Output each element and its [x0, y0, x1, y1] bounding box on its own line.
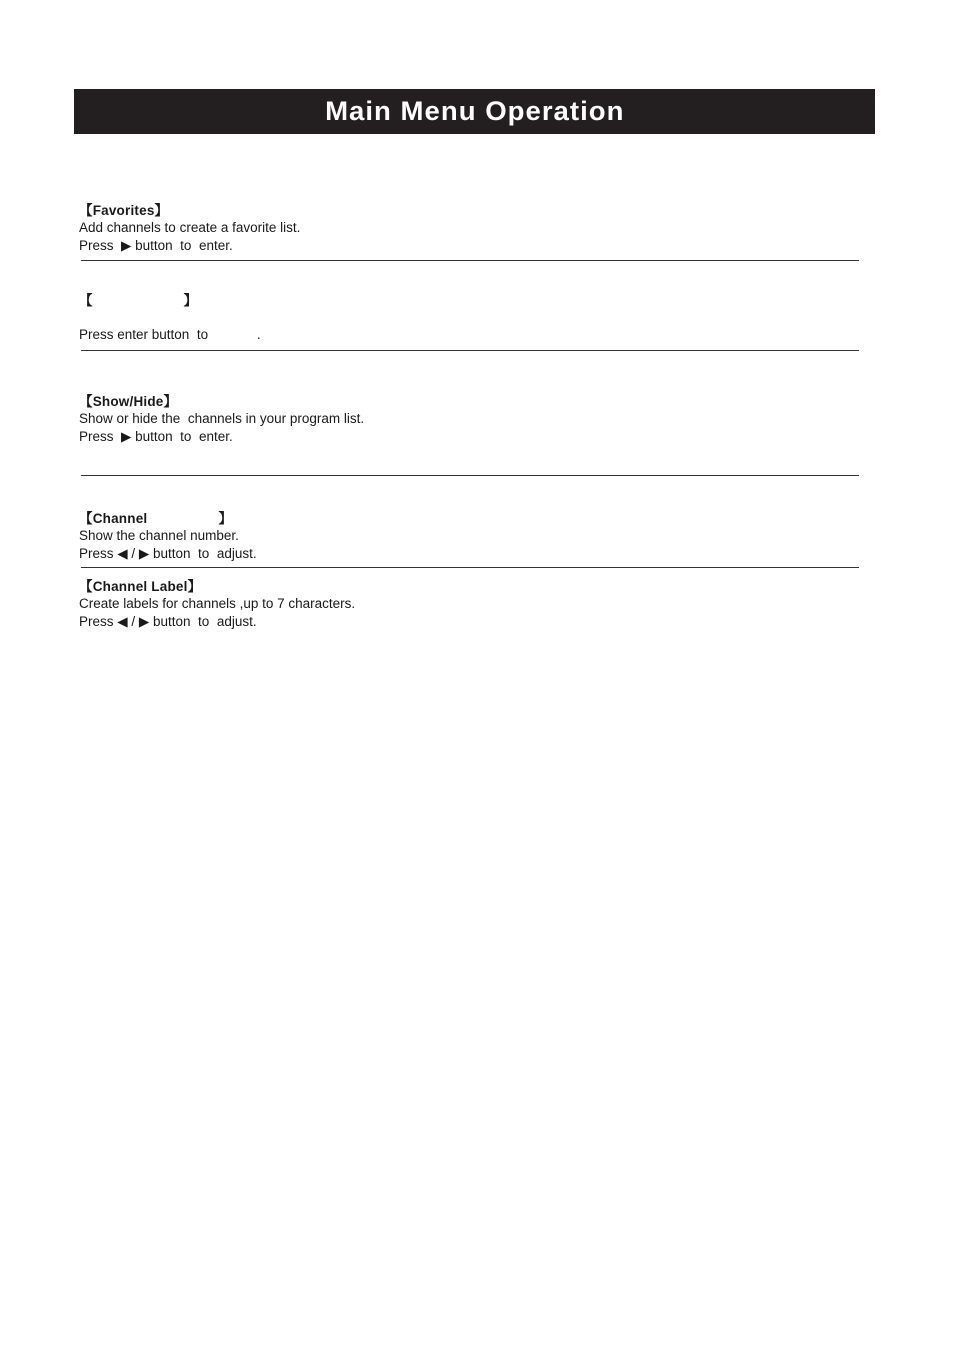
page-title-bar — [74, 89, 875, 134]
section-instruction-show-hide: Press ▶ button to enter. — [79, 428, 233, 444]
section-heading-channel-number: 【Channel 】 — [79, 511, 233, 526]
section-instruction-blank-item: Press enter button to . — [79, 327, 261, 342]
section-heading-blank-item: 【 】 — [79, 293, 198, 308]
section-channel-number — [79, 510, 859, 562]
section-instruction-favorites: Press ▶ button to enter. — [79, 237, 233, 253]
section-desc-favorites: Add channels to create a favorite list. — [79, 220, 301, 235]
section-divider — [81, 350, 859, 351]
section-favorites — [79, 202, 859, 254]
section-desc-channel-label: Create labels for channels ,up to 7 characters. — [79, 596, 356, 611]
section-instruction-channel-label: Press ◀ / ▶ button to adjust. — [79, 613, 257, 629]
section-blank-item — [79, 292, 859, 309]
section-heading-channel-label: 【Channel Label】 — [79, 579, 202, 594]
section-blank-item-body — [79, 326, 859, 344]
section-desc-show-hide: Show or hide the channels in your program list. — [79, 411, 365, 426]
section-channel-label — [79, 578, 859, 630]
section-heading-show-hide: 【Show/Hide】 — [79, 394, 178, 409]
section-show-hide — [79, 393, 859, 445]
page-title: Main Menu Operation — [324, 96, 625, 126]
section-divider — [81, 260, 859, 261]
section-divider — [81, 567, 859, 568]
section-divider — [81, 475, 859, 476]
section-instruction-channel-number: Press ◀ / ▶ button to adjust. — [79, 545, 257, 561]
section-heading-favorites: 【Favorites】 — [79, 203, 169, 218]
section-desc-channel-number: Show the channel number. — [79, 528, 239, 543]
